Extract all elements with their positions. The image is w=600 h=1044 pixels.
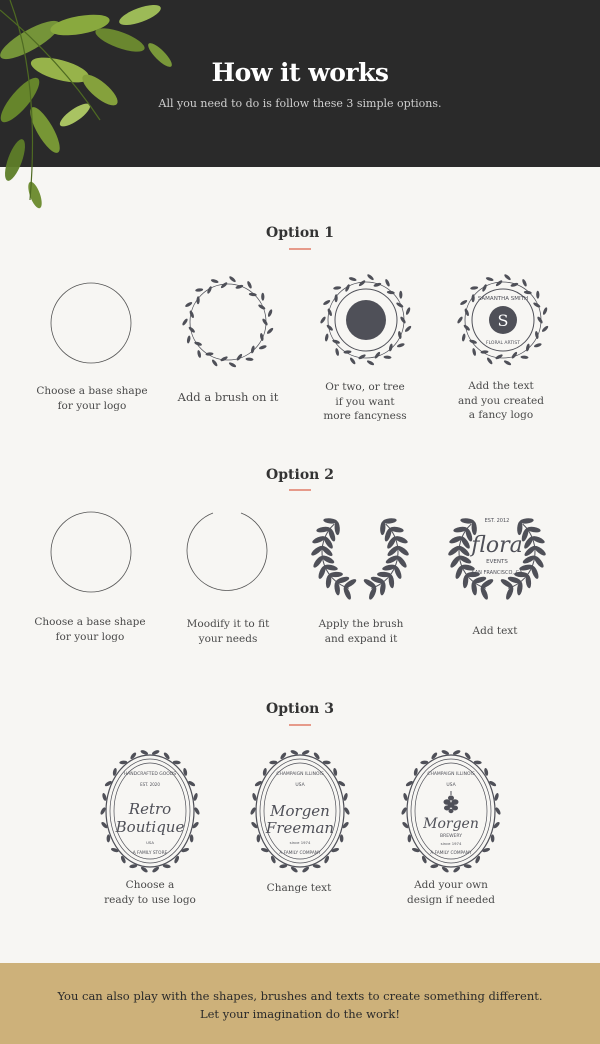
logo-top-text: CHAMPAIGN ILLINOIS <box>427 772 475 777</box>
logo-arc-text: SAMANTHA SMITH <box>477 296 529 302</box>
logo-est-text: EST. 2020 <box>140 782 160 787</box>
retro-boutique-logo <box>96 744 204 878</box>
logo-bottom-text: FLORAL ARTIST <box>486 341 520 346</box>
option-2-title: Option 2 <box>266 467 334 483</box>
logo-line2: BREWERY <box>440 834 462 839</box>
option-3-step-3-caption: Add your own design if needed <box>407 879 495 906</box>
open-circle-shape <box>184 509 270 595</box>
logo-bottom-text: A FAMILY STORE <box>132 851 168 856</box>
plant-leaves-icon <box>0 0 190 230</box>
option-3-title: Option 3 <box>266 701 334 717</box>
logo-line1: Retro <box>128 800 172 818</box>
option-3-underline <box>289 724 311 726</box>
option-3-step-1-caption: Choose a ready to use logo <box>104 879 196 906</box>
double-brush-wreath <box>318 272 414 368</box>
flora-events-logo <box>445 508 549 600</box>
logo-line2: Boutique <box>115 818 185 836</box>
morgen-brewery-logo <box>397 744 505 878</box>
base-circle-shape <box>48 280 134 366</box>
logo-top-text: CHAMPAIGN ILLINOIS <box>276 772 324 777</box>
footer-text <box>0 987 600 1023</box>
logo-small-text: since 1974 <box>440 841 462 846</box>
logo-est-text: USA <box>295 783 305 788</box>
footer-banner <box>0 963 600 1044</box>
finished-round-logo <box>455 272 551 368</box>
option-1-title: Option 1 <box>266 225 334 241</box>
option-1-underline <box>289 248 311 250</box>
logo-bottom-text: A FAMILY COMPANY <box>430 851 472 856</box>
logo-line1: Morgen <box>270 802 330 820</box>
laurel-wreath-icon <box>310 508 410 600</box>
logo-top-text: HANDCRAFTED GOODS <box>123 772 177 777</box>
option-2-step-3-caption: Apply the brush and expand it <box>318 618 404 645</box>
logo-line2: Freeman <box>265 819 335 837</box>
option-1-step-1-caption: Choose a base shape for your logo <box>36 385 148 412</box>
hop-cone-icon <box>444 791 459 813</box>
logo-line1: Morgen <box>423 816 479 832</box>
option-2-underline <box>289 489 311 491</box>
logo-sub-text: EVENTS <box>486 559 508 565</box>
option-2-step-4-caption: Add text <box>472 625 518 637</box>
base-circle-shape <box>48 509 134 595</box>
logo-small-text: USA <box>146 840 154 845</box>
option-1-step-4-caption: Add the text and you created a fancy logo <box>458 380 544 421</box>
logo-small-text: since 1974 <box>289 840 311 845</box>
logo-name-text: flora <box>471 533 523 558</box>
option-3-step-2-caption: Change text <box>266 882 332 894</box>
footer-line-2: Let your imagination do the work! <box>199 1007 400 1021</box>
logo-est-text: EST. 2012 <box>484 518 510 524</box>
logo-monogram: S <box>497 311 509 330</box>
option-1-step-3-caption: Or two, or tree if you want more fancyness <box>323 381 407 422</box>
option-2-step-2-caption: Moodify it to fit your needs <box>186 618 270 645</box>
logo-city-text: SAN FRANCISCO, CA <box>471 570 523 576</box>
option-1-step-2-caption: Add a brush on it <box>177 390 279 404</box>
logo-est-text: USA <box>446 783 456 788</box>
footer-line-1: You can also play with the shapes, brushes and texts to create something different. <box>57 989 543 1003</box>
morgen-freeman-logo <box>246 744 354 878</box>
page-subtitle: All you need to do is follow these 3 simple options. <box>158 97 442 110</box>
option-2-step-1-caption: Choose a base shape for your logo <box>34 616 146 643</box>
circle-brush-wreath <box>180 274 276 370</box>
page-title: How it works <box>211 58 389 87</box>
logo-bottom-text: A FAMILY COMPANY <box>279 851 321 856</box>
